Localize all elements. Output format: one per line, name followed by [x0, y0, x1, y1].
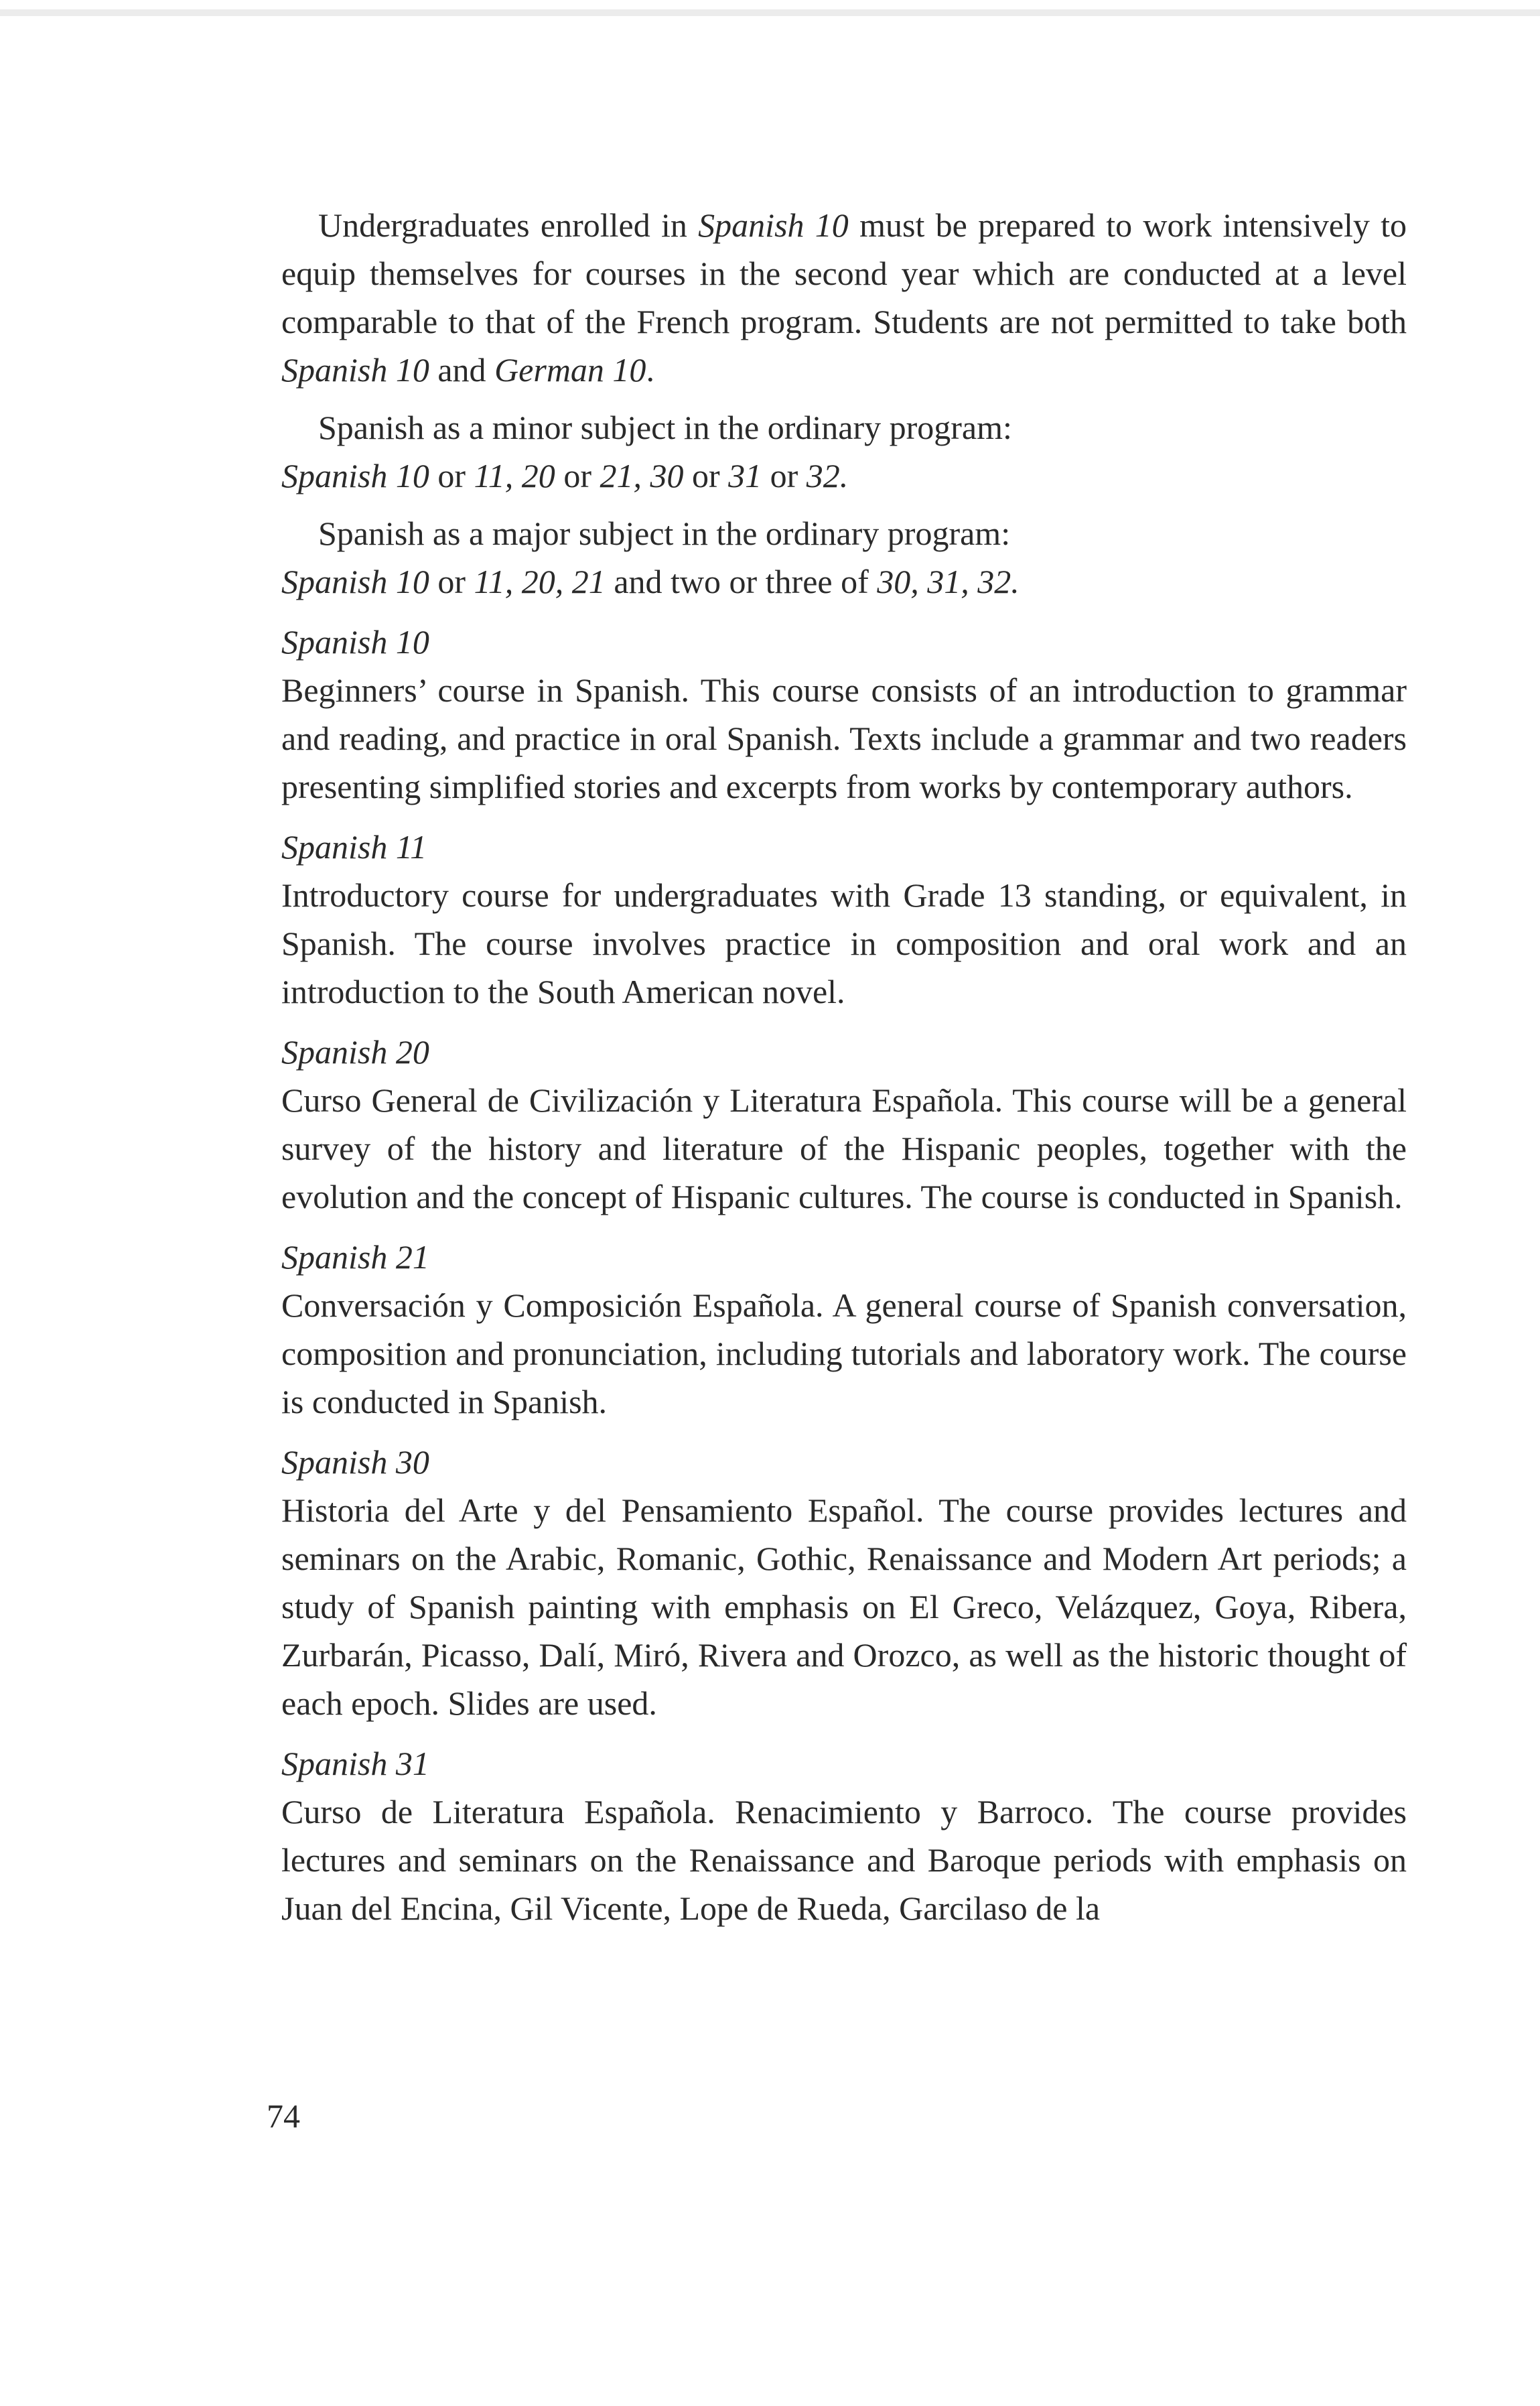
course-heading: Spanish 30 [281, 1443, 429, 1481]
major-label: Spanish as a major subject in the ordinary program: [318, 515, 1011, 552]
intro-text: must be prepared to work intensively to equip themselves for courses in the second year which are conducted at a level comparable to that of the French program. Students are not permitted to take both [281, 206, 1407, 340]
course-ref: 21, 30 [600, 457, 684, 494]
course-ref: Spanish 10 [281, 457, 429, 494]
minor-course-list [281, 452, 1407, 500]
page-body [281, 201, 1407, 1932]
course-ref: 32. [806, 457, 849, 494]
connector-text: or [683, 457, 729, 494]
course-description: Curso General de Civilización y Literatura Española. This course will be a general survey of the history and literature of the Hispanic peoples, together with the evolution and the concept of Hispanic cultures. The course is conducted in Spanish. [281, 1081, 1407, 1215]
course-ref: 11, 20 [474, 457, 555, 494]
course-description: Introductory course for undergraduates with Grade 13 standing, or equivalent, in Spanish. The course involves practice in composition and oral work and an introduction to the South American novel. [281, 876, 1407, 1010]
major-course-list [281, 557, 1407, 606]
intro-paragraph [281, 201, 1407, 394]
course-description: Curso de Literatura Española. Renacimiento y Barroco. The course provides lectures and seminars on the Renaissance and Baroque periods with emphasis on Juan del Encina, Gil Vicente, Lope de Rueda, Garcilaso de la [281, 1793, 1407, 1927]
intro-text: . [646, 351, 654, 389]
connector-text: or [762, 457, 807, 494]
course-ref: Spanish 10 [281, 351, 429, 389]
course-heading: Spanish 11 [281, 828, 427, 866]
course-description: Conversación y Composición Española. A general course of Spanish conversation, composition and pronunciation, including tutorials and laboratory work. The course is conducted in Spanish. [281, 1286, 1407, 1420]
page-number: 74 [267, 2097, 300, 2135]
connector-text: or [429, 563, 474, 600]
connector-text: or [555, 457, 600, 494]
scan-edge [0, 9, 1540, 16]
intro-text: Undergraduates enrolled in [318, 206, 699, 244]
minor-label: Spanish as a minor subject in the ordinary program: [318, 409, 1012, 446]
course-description: Historia del Arte y del Pensamiento Español. The course provides lectures and seminars on the Arabic, Romanic, Gothic, Renaissance and Modern Art periods; a study of Spanish painting with emphasis on El Greco, Velázquez, Goya, Ribera, Zurbarán, Picasso, Dalí, Miró, Rivera and Orozco, as well as the historic thought of each epoch. Slides are used. [281, 1491, 1407, 1722]
course-ref: 30, 31, 32. [877, 563, 1020, 600]
intro-text: and [429, 351, 495, 389]
connector-text: and two or three of [605, 563, 878, 600]
course-description: Beginners’ course in Spanish. This course consists of an introduction to grammar and reading, and practice in oral Spanish. Texts include a grammar and two readers presenting simplified stories and excerpts from works by contemporary authors. [281, 671, 1407, 805]
course-ref: Spanish 10 [698, 206, 849, 244]
course-heading: Spanish 21 [281, 1238, 429, 1276]
connector-text: or [429, 457, 474, 494]
course-ref: Spanish 10 [281, 563, 429, 600]
course-ref: German 10 [494, 351, 646, 389]
course-heading: Spanish 10 [281, 623, 429, 661]
course-heading: Spanish 20 [281, 1033, 429, 1071]
course-ref: 11, 20, 21 [474, 563, 606, 600]
course-ref: 31 [728, 457, 762, 494]
course-heading: Spanish 31 [281, 1745, 429, 1782]
